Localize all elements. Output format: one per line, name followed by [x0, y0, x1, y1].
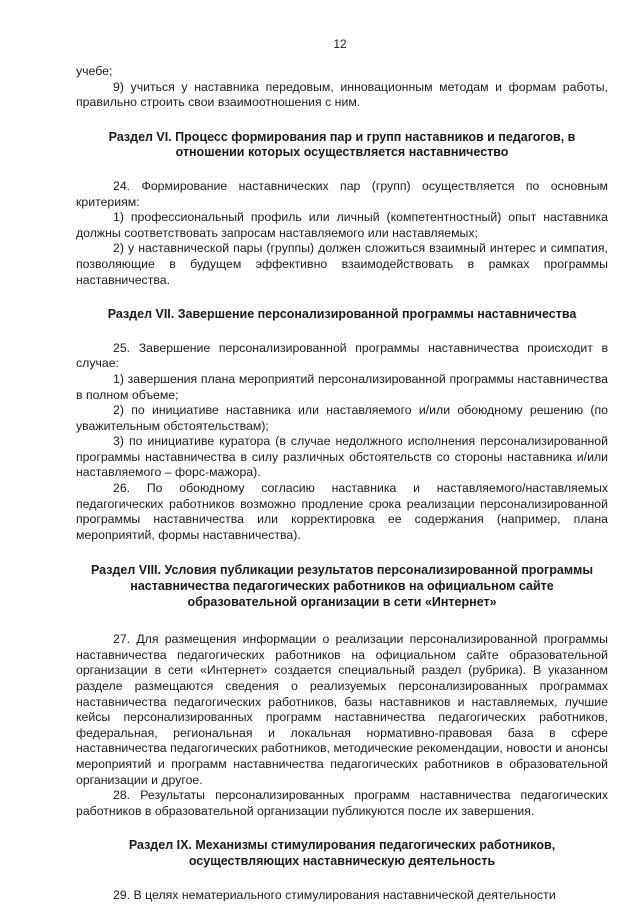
paragraph-28: 28. Результаты персонализированных программ наставничества педагогических работников в образовательной организации публикуются после их завершения. — [76, 788, 608, 818]
section-heading-ix: Раздел IX. Механизмы стимулирования педагогических работников, осуществляющих наставническую деятельность — [128, 838, 556, 868]
paragraph-26: 26. По обоюдному согласию наставника и наставляемого/наставляемых педагогических работников возможно продление срока реализации персонализированной программы наставничества или корректировка ее содержания (например, плана мероприятий, формы наставничества). — [76, 481, 608, 542]
paragraph-25: 25. Завершение персонализированной программы наставничества происходит в случае: — [76, 340, 608, 371]
paragraph-continuation: учебе; — [76, 64, 113, 78]
list-item-25-3: 3) по инициативе куратора (в случае недолжного исполнения персонализированной программы наставничества в силу различных обстоятельств со стороны наставника и/или наставляемого – форс-мажора). — [76, 434, 608, 480]
section-heading-vii: Раздел VII. Завершение персонализированной программы наставничества — [107, 307, 577, 322]
page-number: 12 — [333, 37, 347, 51]
paragraph-24: 24. Формирование наставнических пар (групп) осуществляется по основным критериям: — [76, 178, 608, 209]
list-item-25-1: 1) завершения плана мероприятий персонализированной программы наставничества в полном объеме; — [76, 371, 608, 402]
section-heading-vi: Раздел VI. Процесс формирования пар и групп наставников и педагогов, в отношении которых осуществляется наставничество — [108, 129, 576, 160]
document-body — [76, 64, 608, 903]
list-item-24-1: 1) профессиональный профиль или личный (компетентностный) опыт наставника должны соответствовать запросам наставляемого или наставляемых; — [76, 210, 608, 240]
paragraph-27: 27. Для размещения информации о реализации персонализированной программы наставничества педагогических работников на официальном сайте образовательной организации в сети «Интернет» создается специальный раздел (рубрика). В указанном разделе размещаются сведения о реализуемых персонализированных программах наставничества педагогических работников, базы наставников и наставляемых, лучшие кейсы персонализированных программ наставничества педагогических работников, федеральная, региональная и локальная нормативно-правовая база в сфере наставничества педагогических работников, методические рекомендации, новости и анонсы мероприятий и программ наставничества педагогических работников в образовательной организации и другое. — [76, 632, 608, 787]
list-item-25-2: 2) по инициативе наставника или наставляемого и/или обоюдному решению (по уважительным обстоятельствам); — [76, 403, 608, 433]
list-item-9: 9) учиться у наставника передовым, инновационным методам и формам работы, правильно строить свои взаимоотношения с ним. — [76, 79, 608, 110]
paragraph-29: 29. В целях нематериального стимулирования наставнической деятельности — [113, 887, 556, 902]
section-heading-viii: Раздел VIII. Условия публикации результатов персонализированной программы наставничества педагогических работников на официальном сайте образовательной организации в сети «Интернет» — [90, 563, 594, 609]
list-item-24-2: 2) у наставнической пары (группы) должен сложиться взаимный интерес и симпатия, позволяющие в будущем эффективно взаимодействовать в рамках программы наставничества. — [76, 241, 608, 287]
